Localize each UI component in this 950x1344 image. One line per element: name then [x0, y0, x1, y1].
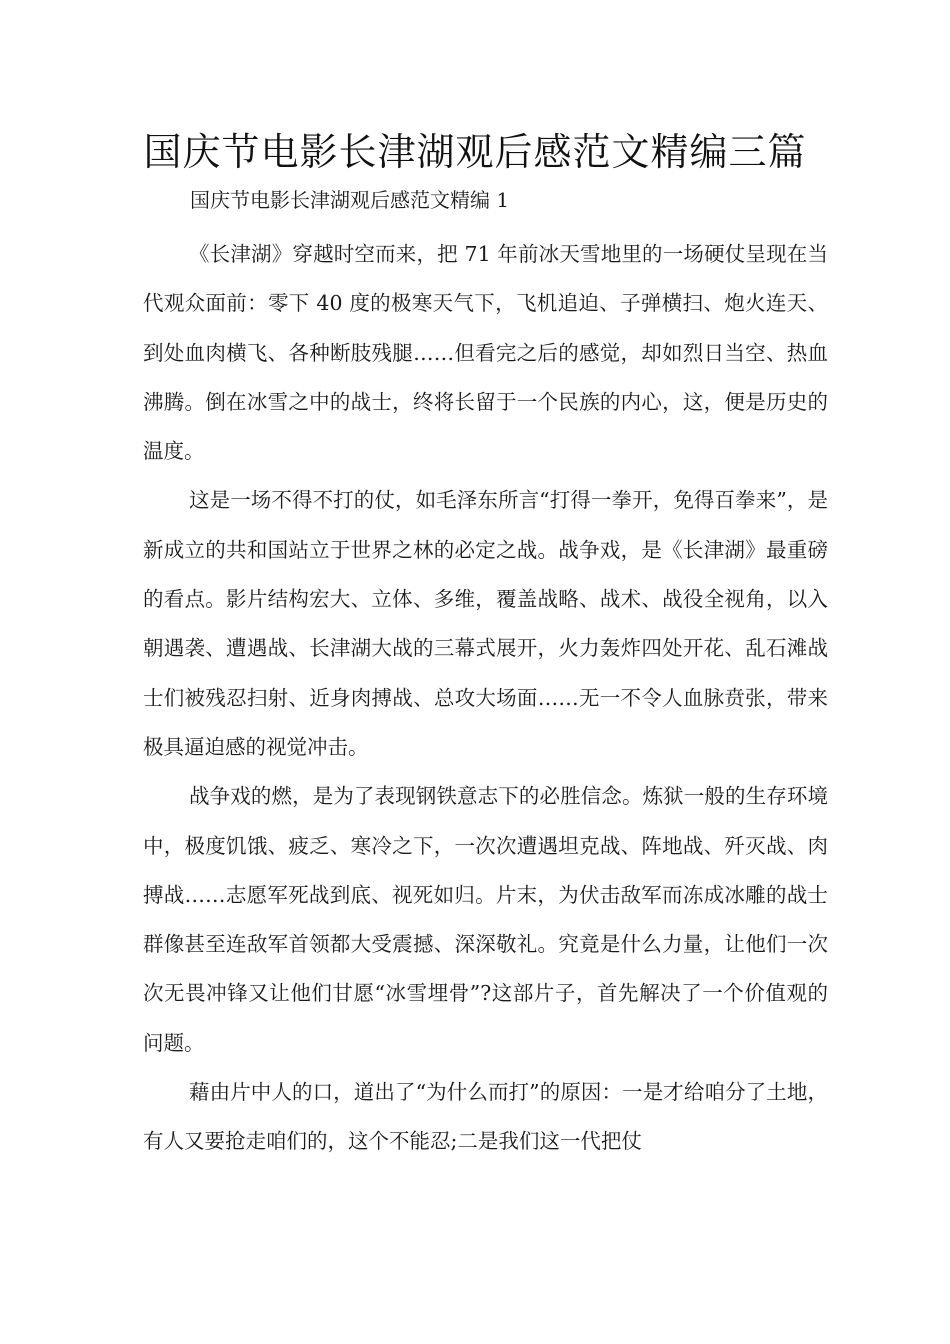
paragraph: 这是一场不得不打的仗，如毛泽东所言“打得一拳开，免得百拳来”，是新成立的共和国站立于世界之林的必定之战。战争戏，是《长津湖》最重磅的看点。影片结构宏大、立体、多维，覆盖战略、战术、战役全视角，以入朝遇袭、遭遇战、长津湖大战的三幕式展开，火力轰炸四处开花、乱石滩战士们被残忍扫射、近身肉搏战、总攻大场面……无一不令人血脉贲张，带来极具逼迫感的视觉冲击。: [143, 488, 828, 759]
paragraph: 藉由片中人的口，道出了“为什么而打”的原因：一是才给咱分了土地，有人又要抢走咱们的，这个不能忍;二是我们这一代把仗: [143, 1080, 828, 1154]
paragraph: 《长津湖》穿越时空而来，把 71 年前冰天雪地里的一场硬仗呈现在当代观众面前：零下 40 度的极寒天气下，飞机追迫、子弹横扫、炮火连天、到处血肉横飞、各种断肢残腿……但看完之后的感觉，却如烈日当空、热血沸腾。倒在冰雪之中的战士，终将长留于一个民族的内心，这，便是历史的温度。: [143, 242, 828, 464]
document-subtitle: 国庆节电影长津湖观后感范文精编 1: [190, 188, 510, 212]
paragraph: 战争戏的燃，是为了表现钢铁意志下的必胜信念。炼狱一般的生存环境中，极度饥饿、疲乏、寒冷之下，一次次遭遇坦克战、阵地战、歼灭战、肉搏战……志愿军死战到底、视死如归。片末，为伏击敌军而冻成冰雕的战士群像甚至连敌军首领都大受震撼、深深敬礼。究竟是什么力量，让他们一次次无畏冲锋又让他们甘愿“冰雪埋骨”?这部片子，首先解决了一个价值观的问题。: [143, 784, 828, 1055]
document-body: [143, 230, 828, 1167]
document-title: 国庆节电影长津湖观后感范文精编三篇: [143, 130, 807, 174]
